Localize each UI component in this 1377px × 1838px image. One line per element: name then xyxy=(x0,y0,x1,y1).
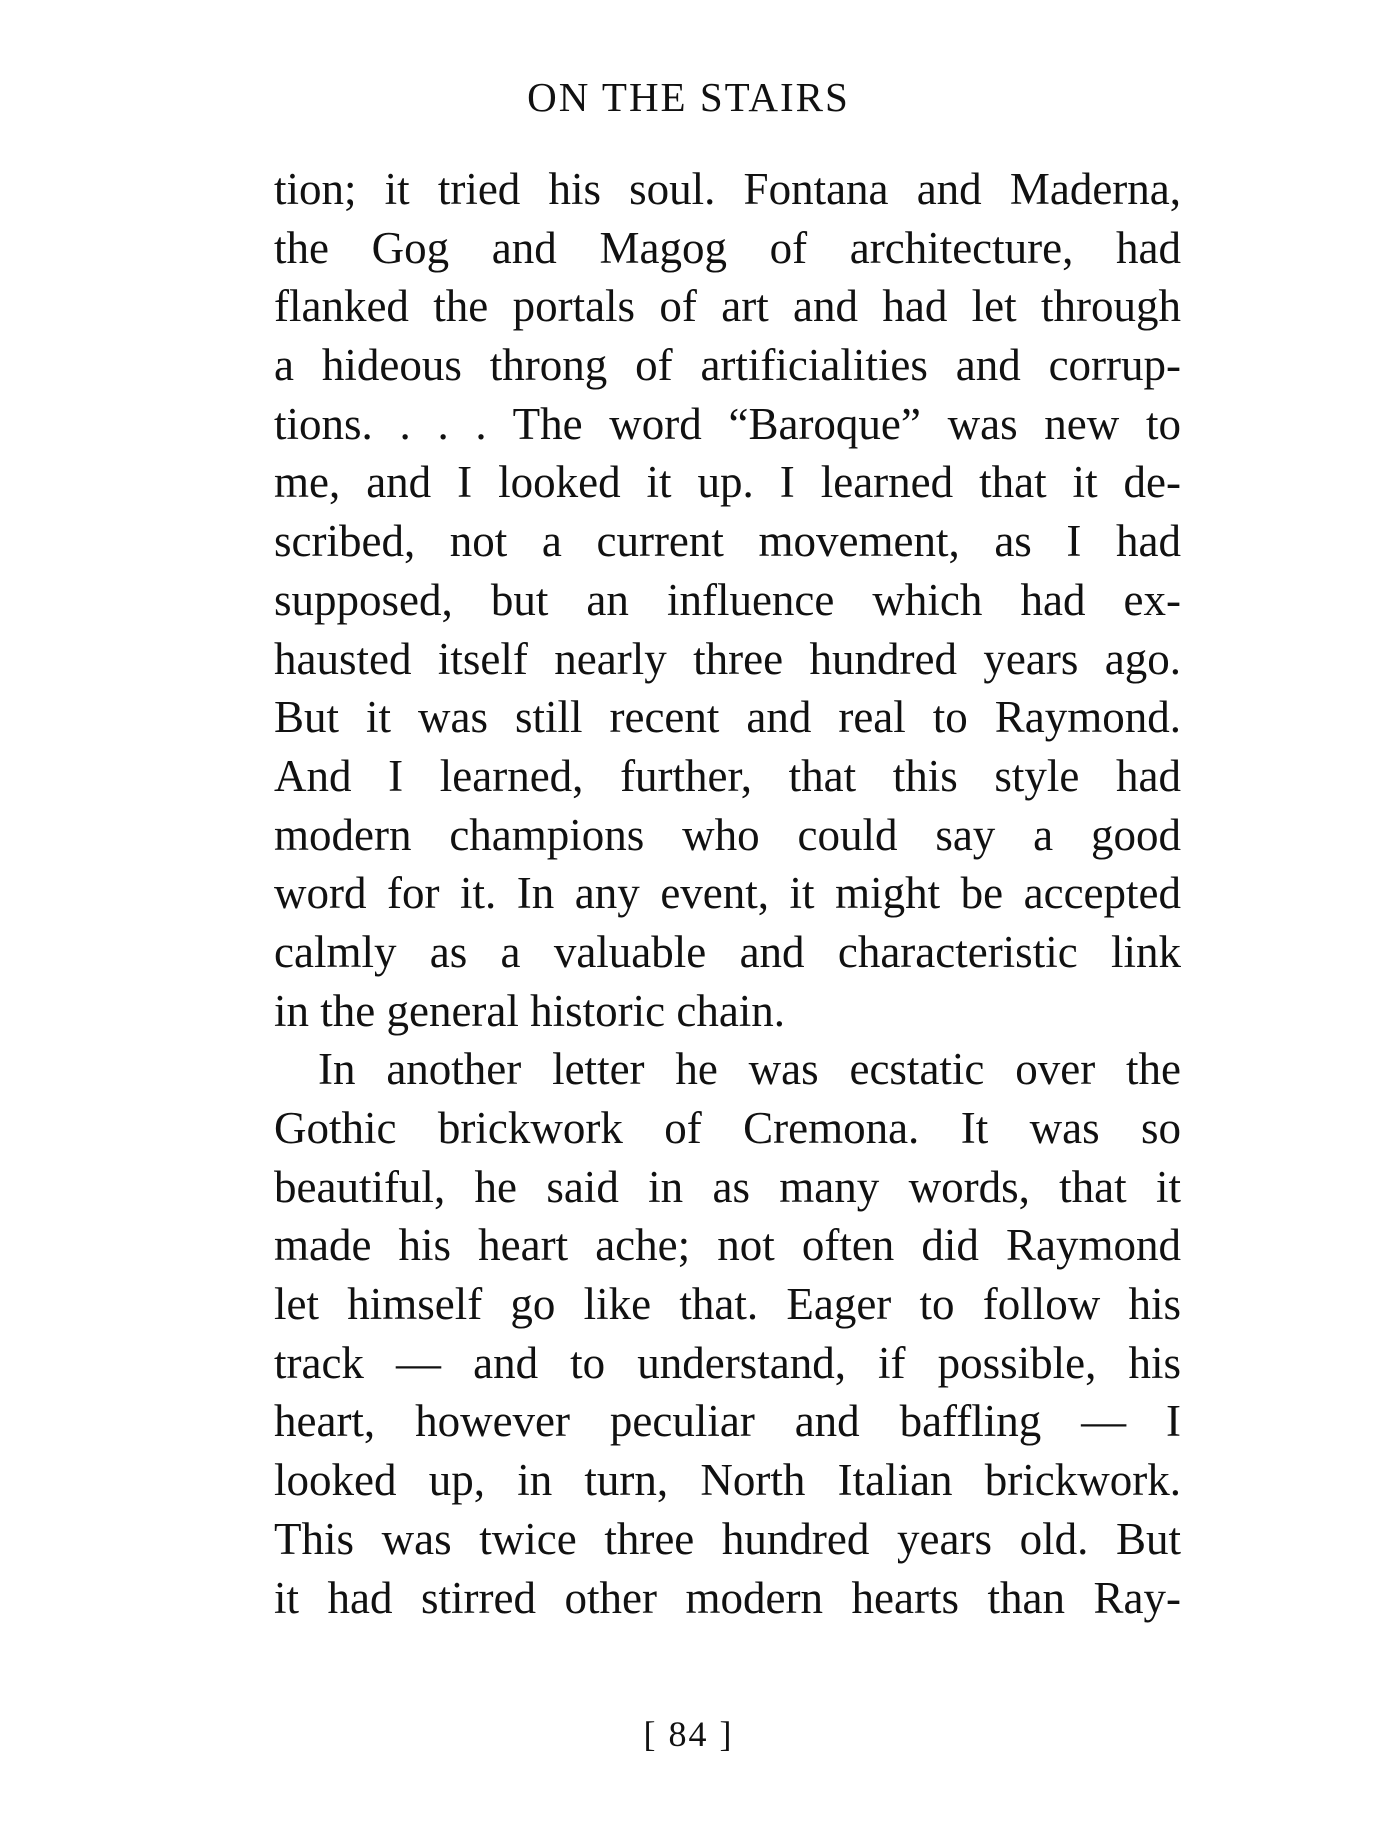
text-line: tions. . . . The word “Baroque” was new to xyxy=(274,398,1181,449)
text-line: scribed, not a current movement, as I had xyxy=(274,516,1181,567)
text-line: it had stirred other modern hearts than Ray- xyxy=(274,1572,1181,1623)
text-line: in the general historic chain. xyxy=(274,985,786,1036)
text-line: But it was still recent and real to Raymond. xyxy=(274,692,1181,743)
body-text xyxy=(274,160,1181,1627)
text-line: made his heart ache; not often did Raymond xyxy=(274,1220,1181,1271)
text-line: Gothic brickwork of Cremona. It was so xyxy=(274,1103,1181,1153)
text-line: This was twice three hundred years old. But xyxy=(274,1513,1181,1564)
text-line: looked up, in turn, North Italian brickwork. xyxy=(274,1455,1181,1506)
text-line: In another letter he was ecstatic over the xyxy=(318,1044,1181,1095)
text-line: supposed, but an influence which had ex- xyxy=(274,574,1181,625)
text-line: heart, however peculiar and baffling — I xyxy=(274,1396,1181,1447)
text-line: hausted itself nearly three hundred years ago. xyxy=(274,633,1181,684)
text-line: tion; it tried his soul. Fontana and Maderna, xyxy=(274,164,1181,214)
page-number: [ 84 ] xyxy=(643,1714,734,1754)
text-line: the Gog and Magog of architecture, had xyxy=(274,222,1181,273)
text-line: modern champions who could say a good xyxy=(274,809,1181,860)
paragraph-2 xyxy=(274,1040,1181,1627)
text-line: word for it. In any event, it might be accepted xyxy=(274,868,1181,919)
text-line: let himself go like that. Eager to follow his xyxy=(274,1279,1181,1330)
text-line: me, and I looked it up. I learned that it de- xyxy=(274,457,1181,508)
running-head: ON THE STAIRS xyxy=(527,74,850,120)
text-line: calmly as a valuable and characteristic link xyxy=(274,926,1181,977)
text-line: beautiful, he said in as many words, that it xyxy=(274,1161,1181,1212)
text-line: And I learned, further, that this style had xyxy=(274,750,1181,801)
text-line: track — and to understand, if possible, his xyxy=(274,1337,1181,1388)
paragraph-1 xyxy=(274,160,1181,1040)
text-line: a hideous throng of artificialities and corrup- xyxy=(274,340,1181,391)
text-line: flanked the portals of art and had let through xyxy=(274,281,1181,332)
